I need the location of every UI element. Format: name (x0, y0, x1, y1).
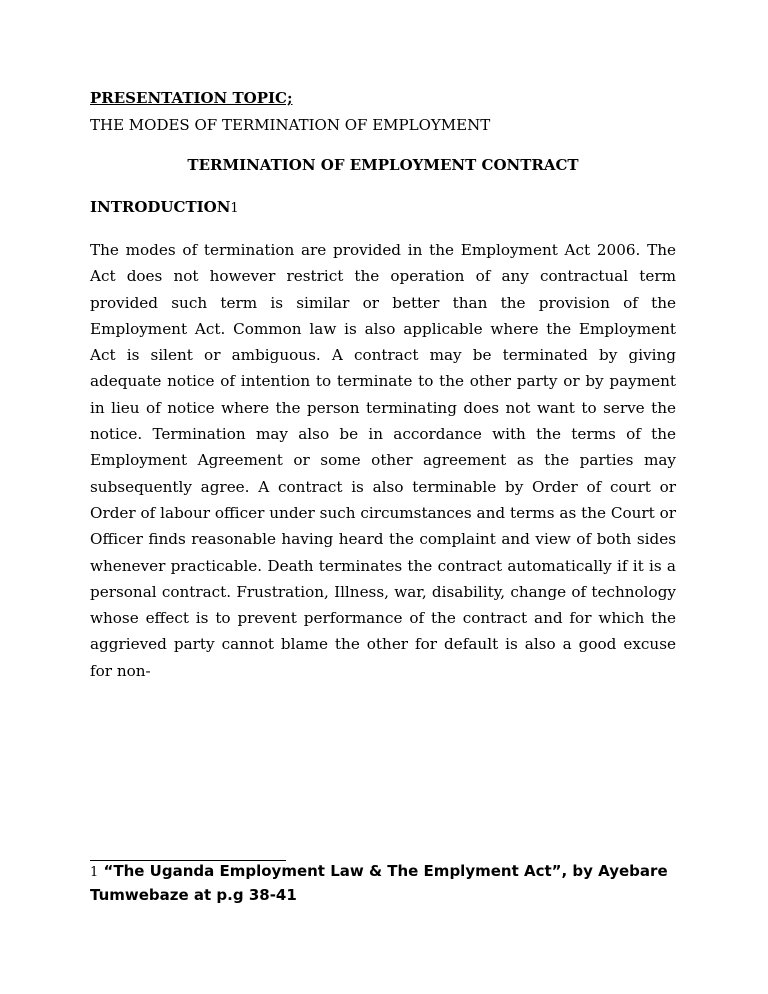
footnote (90, 860, 676, 906)
introduction-heading (90, 198, 239, 216)
footnote-number: 1 (90, 865, 99, 880)
footnote-reference: 1 (230, 201, 239, 216)
body-paragraph: The modes of termination are provided in the Employment Act 2006. The Act does not however restrict the operation of any contractual term provided such term is similar or better than the provision of the Employment Act. Common law is also applicable where the Employment Act is silent or ambiguous. A contract may be terminated by giving adequate notice of intention to terminate to the other party or by payment in lieu of notice where the person terminating does not want to serve the notice. Termination may also be in accordance with the terms of the Employment Agreement or some other agreement as the parties may subsequently agree. A contract is also terminable by Order of court or Order of labour officer under such circumstances and terms as the Court or Officer finds reasonable having heard the complaint and view of both sides whenever practicable. Death terminates the contract automatically if it is a personal contract. Frustration, Illness, war, disability, change of technology whose effect is to prevent performance of the contract and for which the aggrieved party cannot blame the other for default is also a good excuse for non- (90, 241, 676, 680)
introduction-label: INTRODUCTION (90, 198, 231, 216)
presentation-topic-label: PRESENTATION TOPIC; (90, 89, 293, 107)
presentation-topic-title: THE MODES OF TERMINATION OF EMPLOYMENT (90, 116, 491, 134)
footnote-text: “The Uganda Employment Law & The Emplyment Act”, by Ayebare Tumwebaze at p.g 38-41 (90, 862, 668, 904)
section-heading: TERMINATION OF EMPLOYMENT CONTRACT (187, 156, 579, 174)
